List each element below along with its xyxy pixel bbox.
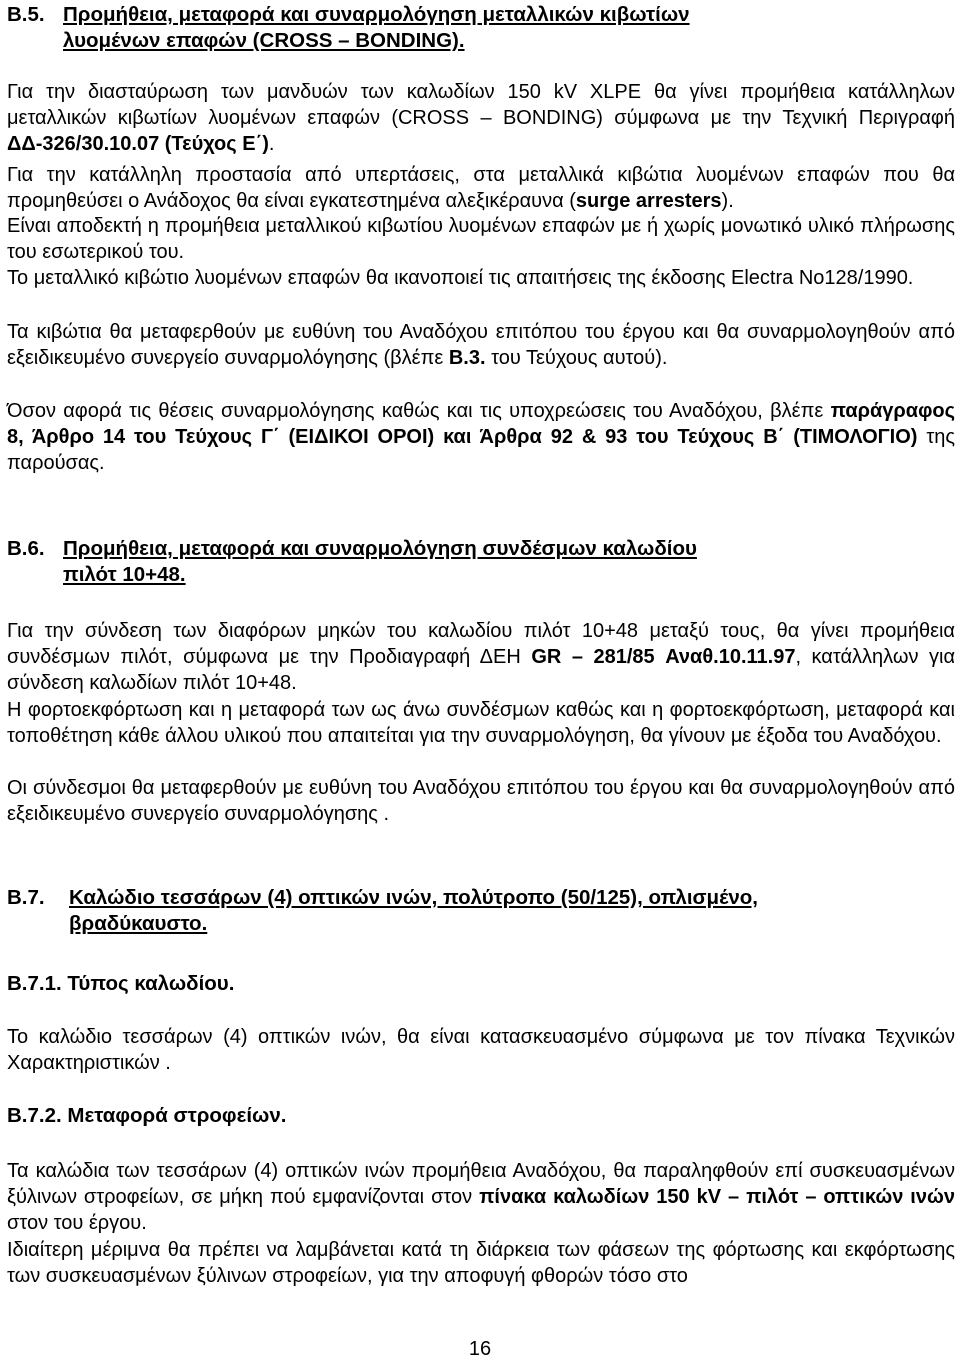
b5-surge-arresters: surge arresters bbox=[575, 189, 722, 212]
b7-1-paragraph: Το καλώδιο τεσσάρων (4) οπτικών ινών, θα είναι κατασκευασμένο σύμφωνα με τον πίνακα Τεχνικών Χαρακτηριστικών . bbox=[7, 1026, 955, 1074]
subsection-b7-1-heading: Β.7.1. Τύπος καλωδίου. bbox=[7, 972, 235, 995]
section-b7-title-line2: βραδύκαυστο. bbox=[69, 912, 208, 935]
section-b5-heading bbox=[7, 2, 690, 54]
subsection-b7-2-heading: Β.7.2. Μεταφορά στροφείων. bbox=[7, 1104, 287, 1127]
b6-paragraph-2: Η φορτοεκφόρτωση και η μεταφορά των ως άνω συνδέσμων καθώς και η φορτοεκφόρτωση, μεταφορά και τοποθέτηση κάθε άλλου υλικού που απαιτείται για την συναρμολόγηση, θα γίνουν με έξοδα του Αναδόχου. bbox=[7, 699, 955, 747]
section-b6-heading bbox=[7, 536, 697, 588]
b5-paragraph-4: Το μεταλλικό κιβώτιο λυομένων επαφών θα ικανοποιεί τις απαιτήσεις της έκδοσης Electra No128/1990. bbox=[7, 267, 914, 289]
section-b5-title-line2: λυομένων επαφών (CROSS – BONDING). bbox=[63, 29, 465, 52]
b5-paragraph-1: Για την διασταύρωση των μανδυών των καλωδίων 150 kV XLPE θα γίνει προμήθεια κατάλληλων μεταλλικών κιβωτίων λυομένων επαφών (CROSS – BONDING) σύμφωνα με την Τεχνική Περιγραφή ΔΔ-326/30.10.07 (Τεύχος Ε΄). bbox=[7, 81, 955, 155]
b5-spec-reference: ΔΔ-326/30.10.07 (Τεύχος Ε΄) bbox=[7, 133, 269, 155]
b5-article-refs: παράγραφος 8, Άρθρο 14 του Τεύχους Γ΄ (ΕΙΔΙΚΟΙ ΟΡΟΙ) και Άρθρα 92 & 93 του Τεύχους Β΄ (ΤΙΜΟΛΟΓΙΟ) bbox=[7, 400, 955, 448]
b7-2-cable-table-ref: πίνακα καλωδίων 150 kV – πιλότ – οπτικών ινών bbox=[479, 1186, 955, 1208]
b5-paragraph-5: Τα κιβώτια θα μεταφερθούν με ευθύνη του Αναδόχου επιτόπου του έργου και θα συναρμολογηθούν από εξειδικευμένο συνεργείο συναρμολόγησης (βλέπε Β.3. του Τεύχους αυτού). bbox=[7, 321, 955, 369]
section-b6-title-line2: πιλότ 10+48. bbox=[63, 563, 186, 586]
section-b7-title-line1: Καλώδιο τεσσάρων (4) οπτικών ινών, πολύτροπο (50/125), οπλισμένο, bbox=[69, 886, 758, 909]
section-b5-number: Β.5. bbox=[7, 3, 45, 26]
section-b5-title-line1: Προμήθεια, μεταφορά και συναρμολόγηση μεταλλικών κιβωτίων bbox=[63, 3, 690, 26]
b6-paragraph-3: Οι σύνδεσμοι θα μεταφερθούν με ευθύνη του Αναδόχου επιτόπου του έργου και θα συναρμολογηθούν από εξειδικευμένο συνεργείο συναρμολόγησης . bbox=[7, 777, 955, 825]
section-b6-number: Β.6. bbox=[7, 537, 45, 560]
page-number: 16 bbox=[468, 1338, 492, 1360]
b6-paragraph-1: Για την σύνδεση των διαφόρων μηκών του καλωδίου πιλότ 10+48 μεταξύ τους, θα γίνει προμήθεια συνδέσμων πιλότ, σύμφωνα με την Προδιαγραφή ΔΕΗ GR – 281/85 Αναθ.10.11.97, κατάλληλων για σύνδεση καλωδίων πιλότ 10+48. bbox=[7, 620, 956, 694]
b5-section-ref: Β.3. bbox=[448, 347, 486, 369]
b6-spec-reference: GR – 281/85 Αναθ.10.11.97 bbox=[531, 646, 796, 668]
b7-2-paragraph-1: Τα καλώδια των τεσσάρων (4) οπτικών ινών προμήθεια Αναδόχου, θα παραληφθούν επί συσκευασμένων ξύλινων στροφείων, σε μήκη πού εμφανίζονται στον πίνακα καλωδίων 150 kV – πιλότ – οπτικών ινών στον του έργου. bbox=[7, 1160, 955, 1234]
section-b7-number: Β.7. bbox=[7, 886, 45, 909]
b5-paragraph-3: Είναι αποδεκτή η προμήθεια μεταλλικού κιβωτίου λυομένων επαφών με ή χωρίς μονωτικό υλικό πλήρωσης του εσωτερικού του. bbox=[7, 215, 955, 263]
section-b6-title-line1: Προμήθεια, μεταφορά και συναρμολόγηση συνδέσμων καλωδίου bbox=[63, 537, 697, 560]
b5-paragraph-2: Για την κατάλληλη προστασία από υπερτάσεις, στα μεταλλικά κιβώτια λυομένων επαφών που θα προμηθεύσει ο Ανάδοχος θα είναι εγκατεστημένα αλεξικέραυνα (surge arresters). bbox=[7, 164, 955, 212]
b5-paragraph-6: Όσον αφορά τις θέσεις συναρμολόγησης καθώς και τις υποχρεώσεις του Αναδόχου, βλέπε παράγραφος 8, Άρθρο 14 του Τεύχους Γ΄ (ΕΙΔΙΚΟΙ ΟΡΟΙ) και Άρθρα 92 & 93 του Τεύχους Β΄ (ΤΙΜΟΛΟΓΙΟ) της παρούσας. bbox=[7, 400, 956, 474]
b7-2-paragraph-2: Ιδιαίτερη μέριμνα θα πρέπει να λαμβάνεται κατά τη διάρκεια των φάσεων της φόρτωσης και εκφόρτωσης των συσκευασμένων ξύλινων στροφείων, για την αποφυγή φθορών τόσο στο bbox=[7, 1239, 955, 1287]
section-b7-heading bbox=[7, 885, 758, 937]
